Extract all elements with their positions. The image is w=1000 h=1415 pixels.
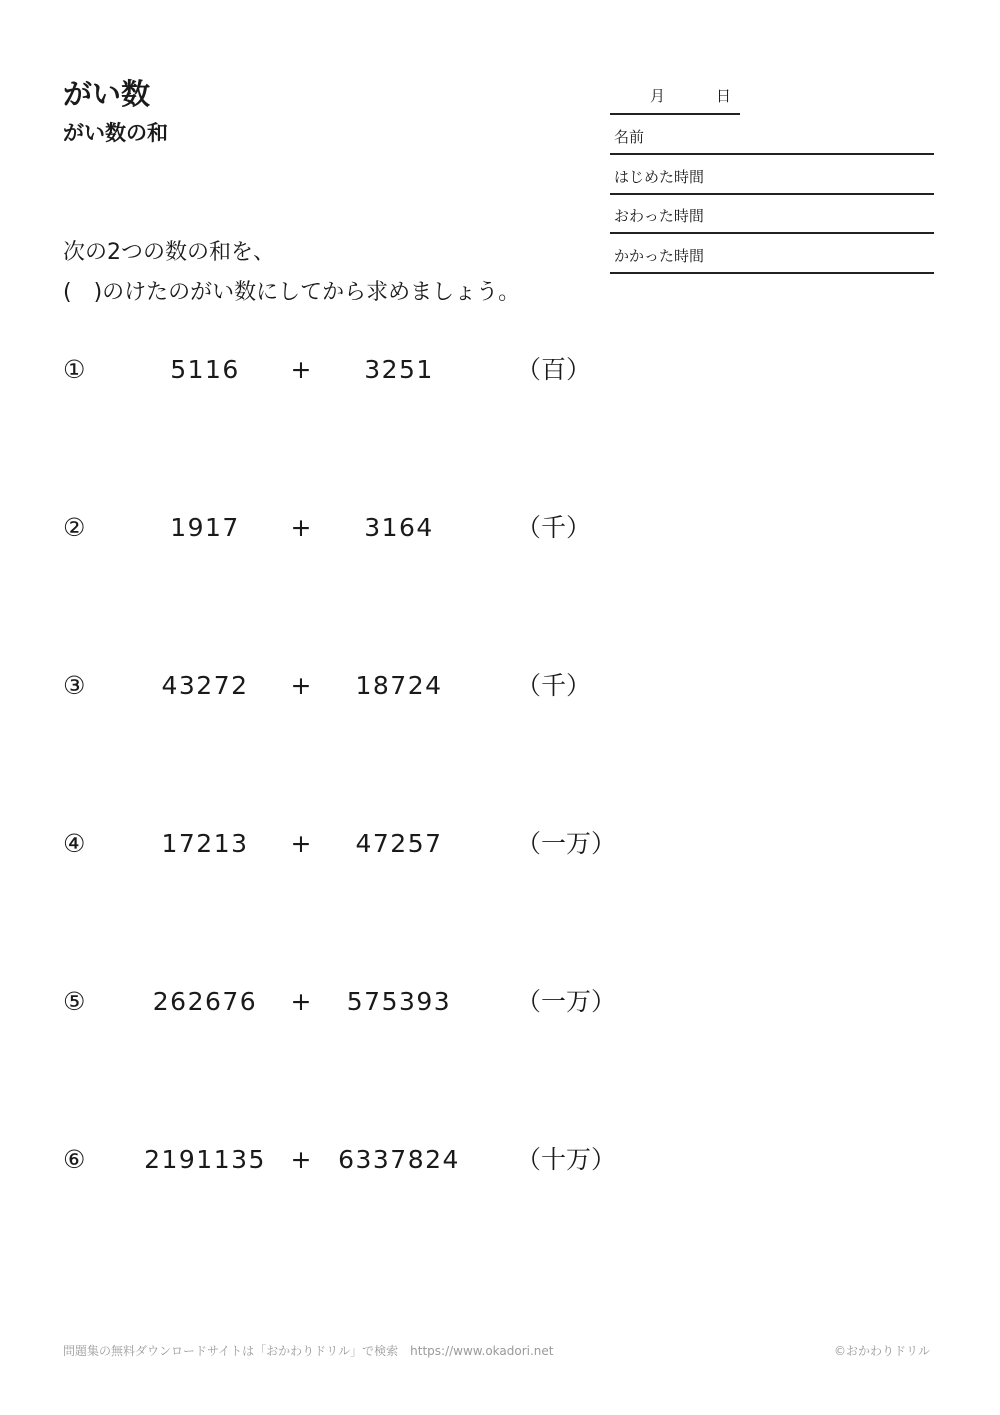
rounding-place: （十万） — [516, 1145, 617, 1174]
problem-number: ② — [63, 513, 86, 542]
start-time-field — [610, 155, 934, 195]
instruction-line-1: 次の2つの数の和を、 — [63, 240, 275, 265]
addend-a: 2191135 — [144, 1145, 266, 1174]
rounding-place: （千） — [516, 513, 592, 542]
addend-a: 43272 — [161, 671, 249, 700]
name-field — [610, 115, 934, 155]
problem-5 — [0, 982, 620, 1022]
footer-site-note: 問題集の無料ダウンロードサイトは「おかわりドリル」で検索 https://www.okadori.net — [63, 1344, 554, 1358]
end-time-label: おわった時間 — [614, 207, 704, 225]
plus-sign: + — [290, 829, 312, 858]
date-field — [610, 80, 740, 115]
elapsed-time-field — [610, 234, 934, 274]
name-label: 名前 — [614, 128, 645, 146]
addend-b: 18724 — [355, 671, 443, 700]
rounding-place: （百） — [516, 355, 592, 384]
start-time-label: はじめた時間 — [614, 168, 705, 186]
end-time-field — [610, 194, 934, 234]
plus-sign: + — [290, 671, 312, 700]
plus-sign: + — [290, 987, 312, 1016]
day-label: 日 — [716, 87, 732, 105]
problem-number: ① — [63, 355, 86, 384]
addend-b: 3164 — [364, 513, 434, 542]
addend-a: 5116 — [170, 355, 240, 384]
month-label: 月 — [650, 87, 666, 105]
addend-b: 575393 — [346, 987, 452, 1016]
instruction-line-2: ( )のけたのがい数にしてから求めましょう。 — [63, 280, 521, 305]
plus-sign: + — [290, 355, 312, 384]
plus-sign: + — [290, 1145, 312, 1174]
problem-2 — [0, 508, 620, 548]
addend-a: 1917 — [170, 513, 240, 542]
problem-6 — [0, 1140, 620, 1180]
problem-3 — [0, 666, 620, 706]
footer-copyright: ©おかわりドリル — [833, 1344, 930, 1358]
problem-1 — [0, 350, 620, 390]
addend-b: 6337824 — [338, 1145, 460, 1174]
problem-4 — [0, 824, 620, 864]
rounding-place: （一万） — [516, 987, 617, 1016]
elapsed-time-label: かかった時間 — [614, 247, 705, 265]
problem-number: ⑤ — [63, 987, 86, 1016]
page-title: がい数 — [63, 77, 151, 111]
rounding-place: （千） — [516, 671, 592, 700]
addend-a: 17213 — [161, 829, 249, 858]
problem-number: ③ — [63, 671, 86, 700]
problem-number: ④ — [63, 829, 86, 858]
addend-b: 47257 — [355, 829, 443, 858]
instructions — [63, 233, 520, 313]
problem-number: ⑥ — [63, 1145, 86, 1174]
rounding-place: （一万） — [516, 829, 617, 858]
addend-b: 3251 — [364, 355, 434, 384]
addend-a: 262676 — [152, 987, 258, 1016]
page-subtitle: がい数の和 — [63, 121, 168, 145]
plus-sign: + — [290, 513, 312, 542]
